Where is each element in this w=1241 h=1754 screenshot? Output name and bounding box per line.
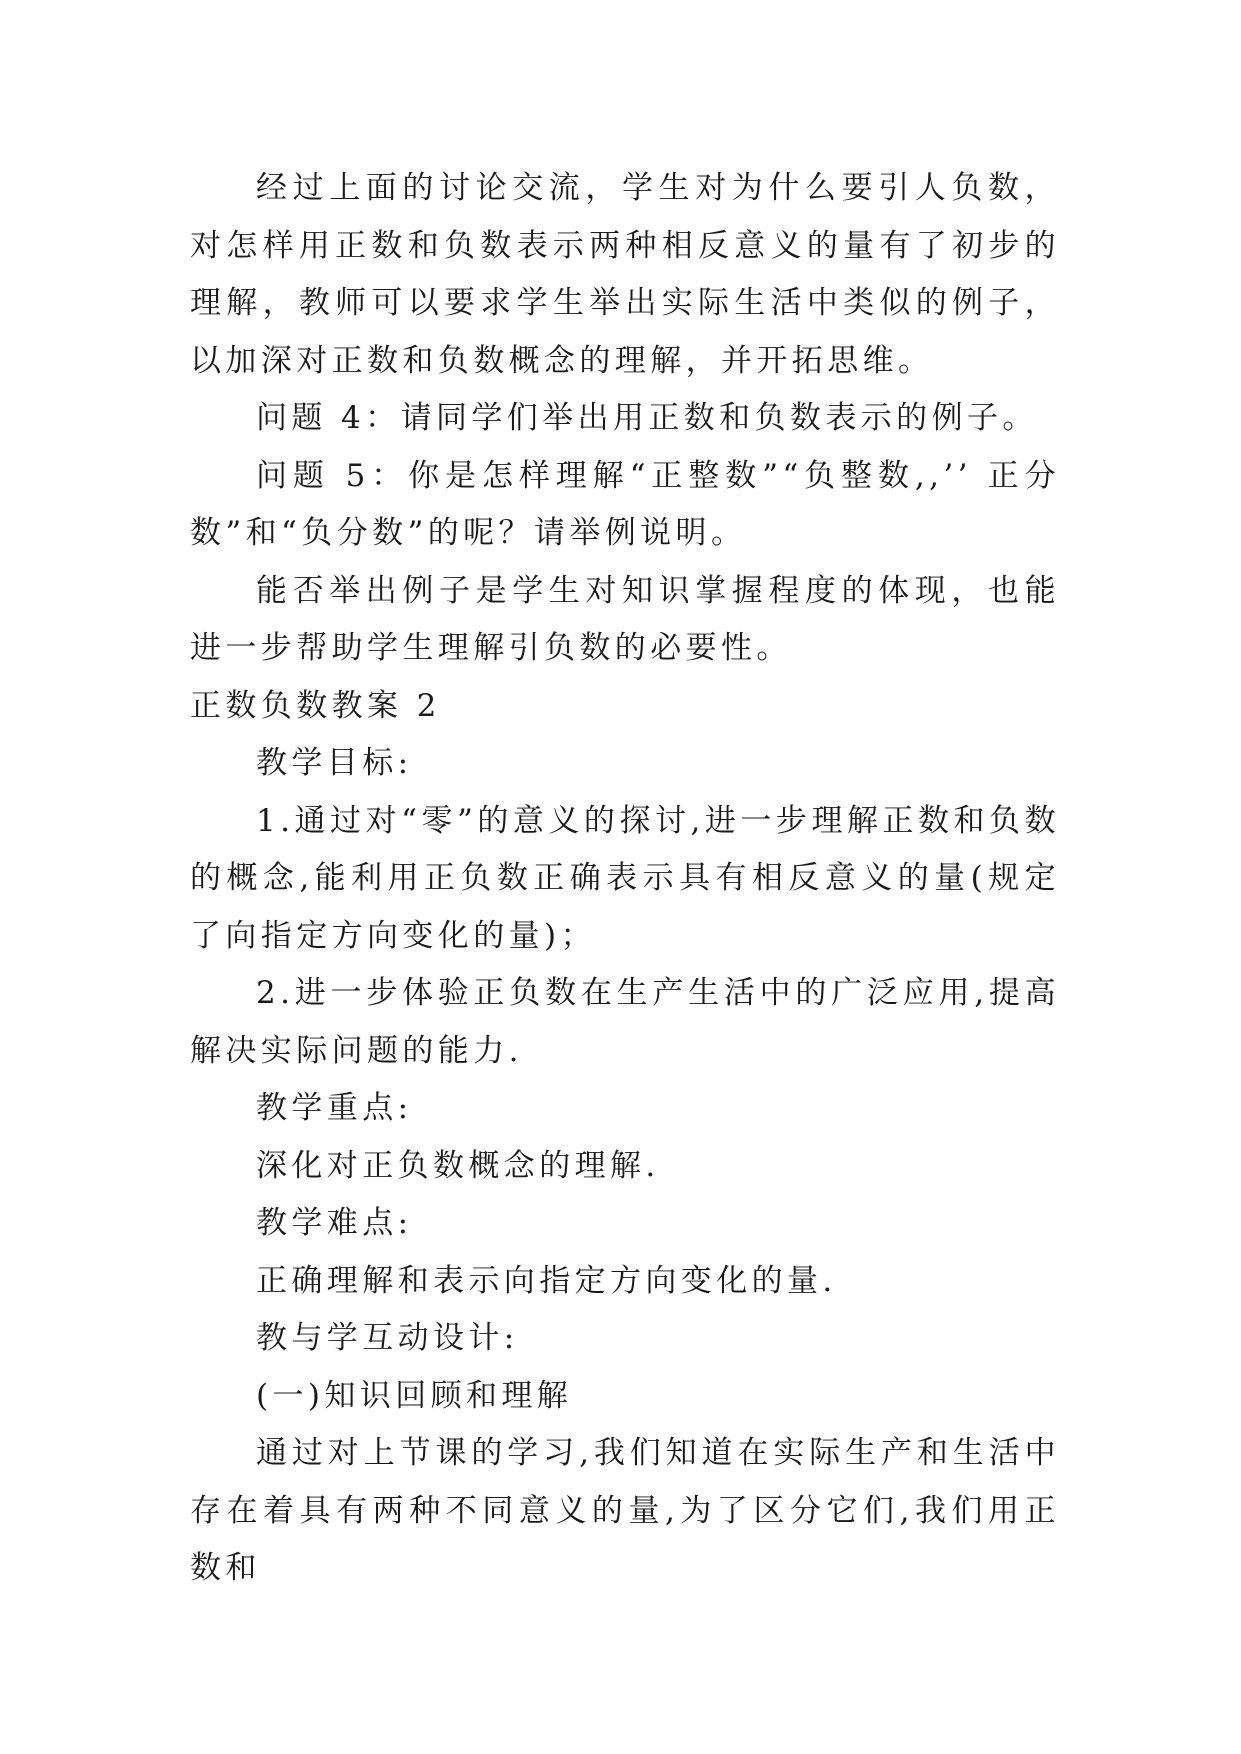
subsection-review-heading: (一)知识回顾和理解 <box>256 1377 573 1414</box>
paragraph-question-5: 问题 5：你是怎样理解“正整数”“负整数,,’’ 正分数”和“负分数”的呢？请举例说明。 <box>190 457 1060 551</box>
paragraph-review-intro: 通过对上节课的学习,我们知道在实际生产和生活中存在着具有两种不同意义的量,为了区分它们,我们用正数和 <box>190 1435 1060 1586</box>
paragraph-discussion-summary: 经过上面的讨论交流，学生对为什么要引人负数，对怎样用正数和负数表示两种相反意义的量有了初步的理解，教师可以要求学生举出实际生活中类似的例子，以加深对正数和负数概念的理解，并开拓思维。 <box>190 170 1060 379</box>
paragraph-examples-note: 能否举出例子是学生对知识掌握程度的体现，也能进一步帮助学生理解引负数的必要性。 <box>190 572 1060 666</box>
interaction-design-label: 教与学互动设计: <box>256 1320 519 1356</box>
section-heading: 正数负数教案 2 <box>190 687 441 724</box>
teaching-difficulty-text: 正确理解和表示向指定方向变化的量. <box>256 1262 837 1299</box>
goal-item-1: 1.通过对“零”的意义的探讨,进一步理解正数和负数的概念,能利用正负数正确表示具有相反意义的量(规定了向指定方向变化的量)； <box>190 802 1060 954</box>
goal-item-2: 2.进一步体验正负数在生产生活中的广泛应用,提高解决实际问题的能力. <box>190 975 1060 1069</box>
paragraph-question-4: 问题 4：请同学们举出用正数和负数表示的例子。 <box>256 400 1038 436</box>
teaching-difficulty-label: 教学难点: <box>256 1205 413 1241</box>
teaching-goals-label: 教学目标: <box>256 745 413 781</box>
teaching-focus-text: 深化对正负数概念的理解. <box>256 1147 660 1184</box>
teaching-focus-label: 教学重点: <box>256 1090 413 1126</box>
document-body <box>190 160 1060 1598</box>
